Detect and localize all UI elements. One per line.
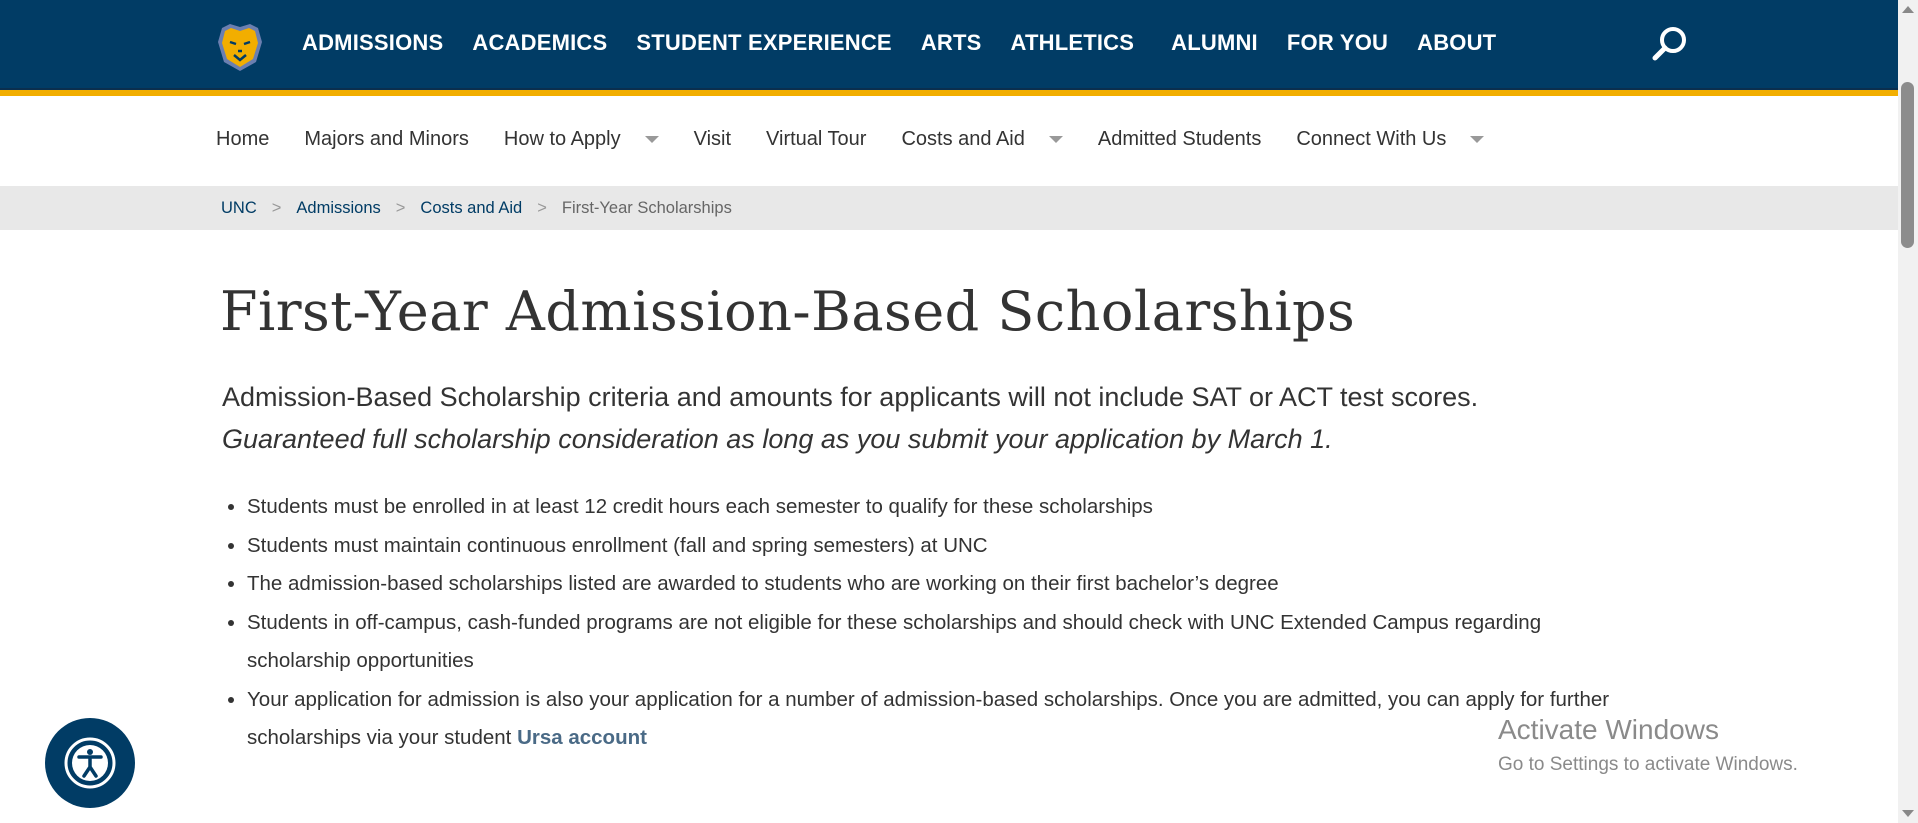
subnav-connect[interactable] — [1296, 128, 1484, 151]
breadcrumb-costs-aid[interactable]: Costs and Aid — [420, 198, 523, 217]
list-item — [247, 681, 1697, 758]
subnav-label: Home — [216, 128, 270, 150]
list-item: • The admission-based scholarships listed are awarded to students who are working on their first bachelor’s degree — [247, 565, 1697, 604]
subnav-visit[interactable] — [694, 128, 731, 151]
subnav-label: Virtual Tour — [766, 128, 867, 150]
chevron-down-icon[interactable] — [1470, 136, 1484, 143]
subnav-costs-aid[interactable] — [901, 128, 1062, 151]
scrollbar-thumb[interactable] — [1901, 82, 1914, 248]
subnav-admitted-students[interactable] — [1098, 128, 1261, 151]
subtitle-italic: Guaranteed full scholarship consideration as long as you submit your application by March 1. — [222, 424, 1333, 454]
nav-arts[interactable]: ARTS — [920, 30, 982, 55]
unc-bear-logo[interactable] — [216, 22, 264, 72]
ursa-account-link[interactable]: Ursa account — [517, 726, 647, 749]
breadcrumb-separator: > — [537, 198, 547, 217]
nav-about[interactable]: ABOUT — [1417, 30, 1497, 55]
list-item: • Students must be enrolled in at least 12 credit hours each semester to qualify for these scholarships — [247, 488, 1697, 527]
page-title: First-Year Admission-Based Scholarships — [220, 280, 1356, 343]
subnav-label: Connect With Us — [1296, 128, 1447, 150]
watermark-subtitle: Go to Settings to activate Windows. — [1498, 754, 1798, 775]
subnav-label: Majors and Minors — [304, 128, 469, 150]
sub-nav — [216, 128, 1484, 151]
search-icon[interactable] — [1650, 24, 1690, 64]
nav-admissions[interactable]: ADMISSIONS — [302, 30, 444, 55]
subnav-label: Visit — [693, 128, 732, 150]
activate-windows-watermark — [1498, 714, 1798, 776]
subnav-home[interactable] — [216, 128, 269, 151]
subnav-how-to-apply[interactable] — [504, 128, 659, 151]
subtitle-text: Admission-Based Scholarship criteria and amounts for applicants will not include SAT or ACT test scores. — [222, 382, 1479, 412]
nav-academics[interactable]: ACADEMICS — [472, 30, 608, 55]
breadcrumb-unc[interactable]: UNC — [221, 198, 257, 217]
breadcrumb-admissions[interactable]: Admissions — [296, 198, 381, 217]
chevron-down-icon[interactable] — [645, 136, 659, 143]
subnav-label: Costs and Aid — [901, 128, 1025, 150]
scroll-down-arrow-icon[interactable] — [1902, 810, 1914, 817]
watermark-title: Activate Windows — [1498, 714, 1719, 745]
nav-alumni[interactable]: ALUMNI — [1171, 30, 1258, 55]
criteria-list — [247, 488, 1697, 758]
list-item: • Students must maintain continuous enrollment (fall and spring semesters) at UNC — [247, 527, 1697, 566]
vertical-scrollbar[interactable] — [1898, 0, 1918, 823]
chevron-down-icon[interactable] — [1049, 136, 1063, 143]
breadcrumb-separator: > — [395, 198, 406, 217]
subnav-majors-minors[interactable] — [304, 128, 469, 151]
nav-student-experience[interactable]: STUDENT EXPERIENCE — [636, 30, 892, 55]
nav-athletics[interactable]: ATHLETICS — [1010, 30, 1135, 55]
gold-stripe — [0, 88, 1898, 96]
accessibility-icon — [63, 736, 117, 790]
subnav-label: Admitted Students — [1097, 128, 1262, 150]
breadcrumb-current: First-Year Scholarships — [561, 198, 732, 217]
list-item-text: Your application for admission is also your application for a number of admission-based scholarships. Once you are admitted, you can apply for further scholarships via your student — [247, 687, 1610, 749]
scroll-up-arrow-icon[interactable] — [1902, 6, 1914, 13]
subnav-virtual-tour[interactable] — [766, 128, 866, 151]
subnav-label: How to Apply — [503, 128, 621, 150]
top-header — [0, 0, 1898, 88]
breadcrumb-separator: > — [271, 198, 282, 217]
main-nav — [302, 30, 1496, 56]
page-subtitle — [222, 376, 1478, 460]
breadcrumb — [0, 186, 1898, 230]
accessibility-button[interactable] — [45, 718, 135, 808]
list-item: • Students in off-campus, cash-funded programs are not eligible for these scholarships and should check with UNC Extended Campus regarding scholarship opportunities — [247, 604, 1697, 681]
nav-for-you[interactable]: FOR YOU — [1286, 30, 1389, 55]
